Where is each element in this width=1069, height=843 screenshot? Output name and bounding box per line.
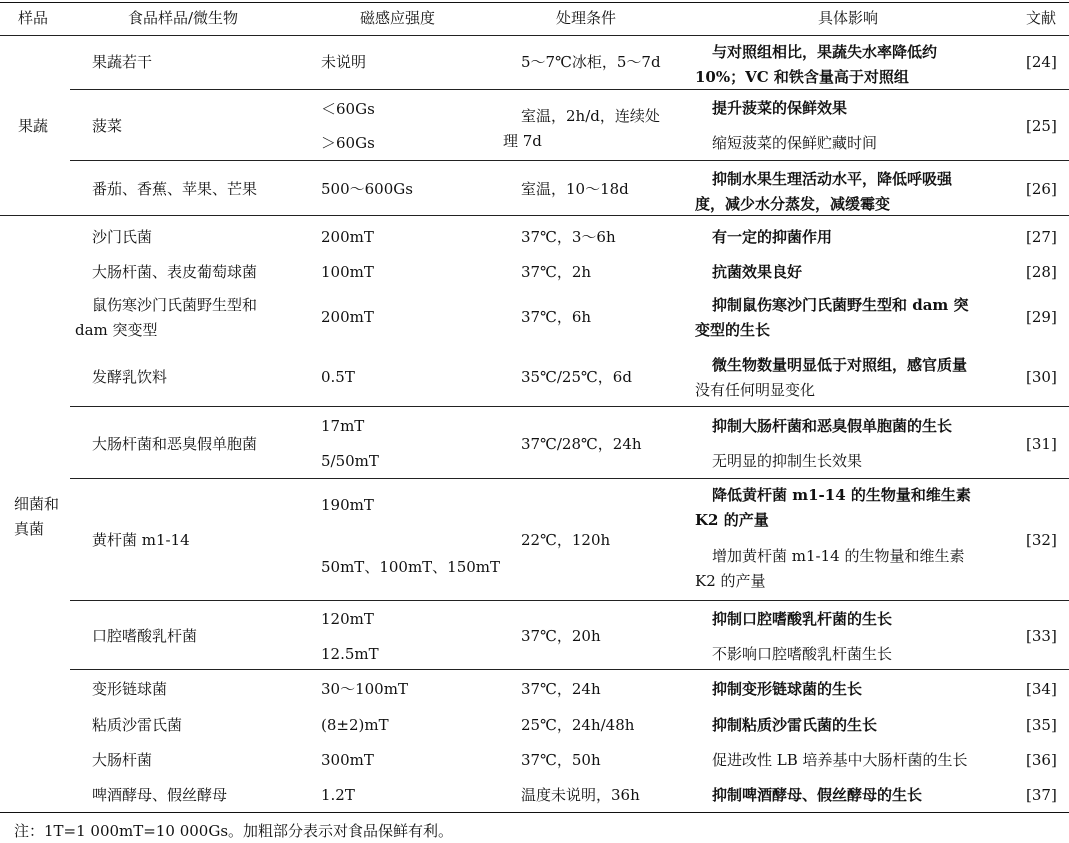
table-cell: 缩短菠菜的保鲜贮藏时间 bbox=[712, 134, 878, 152]
table-cell: 37℃，2h bbox=[521, 263, 592, 281]
table-cell: 37℃，20h bbox=[521, 627, 601, 645]
table-cell-bold: 抑制鼠伤寒沙门氏菌野生型和 dam 突 bbox=[712, 296, 969, 314]
table-cell-bold: 抗菌效果良好 bbox=[712, 263, 803, 281]
table-cell: 5/50mT bbox=[321, 452, 379, 470]
table-cell-ref: [37] bbox=[1026, 786, 1057, 804]
table-cell: 啤酒酵母、假丝酵母 bbox=[92, 786, 228, 804]
table-cell: 发酵乳饮料 bbox=[92, 368, 168, 386]
table-cell: 没有任何明显变化 bbox=[695, 381, 816, 399]
row-rule bbox=[70, 89, 1069, 90]
top-rule bbox=[0, 2, 1069, 3]
table-cell-ref: [30] bbox=[1026, 368, 1057, 386]
table-cell: 25℃，24h/48h bbox=[521, 716, 635, 734]
header-rule bbox=[0, 35, 1069, 36]
table-cell-bold: 提升菠菜的保鲜效果 bbox=[712, 99, 848, 117]
table-cell: ＞60Gs bbox=[321, 134, 375, 152]
table-cell: 温度未说明，36h bbox=[521, 786, 640, 804]
header-effect: 具体影响 bbox=[818, 9, 879, 27]
row-rule bbox=[70, 160, 1069, 161]
row-rule bbox=[70, 406, 1069, 407]
table-cell-bold: 抑制口腔嗜酸乳杆菌的生长 bbox=[712, 610, 893, 628]
row-rule bbox=[70, 600, 1069, 601]
table-cell-bold: 10%；VC 和铁含量高于对照组 bbox=[695, 68, 909, 86]
table-cell: 190mT bbox=[321, 496, 374, 514]
table-cell-ref: [35] bbox=[1026, 716, 1057, 734]
header-food: 食品样品/微生物 bbox=[128, 9, 239, 27]
table-cell-bold: 降低黄杆菌 m1-14 的生物量和维生素 bbox=[712, 486, 971, 504]
table-cell: 促进改性 LB 培养基中大肠杆菌的生长 bbox=[712, 751, 968, 769]
group-label-bacteria-2: 真菌 bbox=[14, 520, 45, 538]
table-cell: 37℃，3～6h bbox=[521, 228, 616, 246]
table-cell: 35℃/25℃，6d bbox=[521, 368, 632, 386]
table-cell: K2 的产量 bbox=[695, 572, 766, 590]
group-label-fruit: 果蔬 bbox=[18, 117, 49, 135]
table-cell-ref: [31] bbox=[1026, 435, 1057, 453]
table-cell: 变形链球菌 bbox=[92, 680, 168, 698]
table-cell: 菠菜 bbox=[92, 117, 123, 135]
table-cell-ref: [36] bbox=[1026, 751, 1057, 769]
table-cell: 30～100mT bbox=[321, 680, 408, 698]
table-cell: 200mT bbox=[321, 228, 374, 246]
table-note: 注：1T=1 000mT=10 000Gs。加粗部分表示对食品保鲜有利。 bbox=[14, 822, 454, 840]
table-cell: 37℃，6h bbox=[521, 308, 592, 326]
group-rule bbox=[0, 215, 1069, 216]
table-cell-ref: [33] bbox=[1026, 627, 1057, 645]
table-cell-ref: [27] bbox=[1026, 228, 1057, 246]
table-cell: 37℃，50h bbox=[521, 751, 601, 769]
table-cell-bold: 变型的生长 bbox=[695, 321, 771, 339]
row-rule bbox=[70, 478, 1069, 479]
table-cell-ref: [25] bbox=[1026, 117, 1057, 135]
row-rule bbox=[70, 669, 1069, 670]
table-cell: 不影响口腔嗜酸乳杆菌生长 bbox=[712, 645, 893, 663]
header-condition: 处理条件 bbox=[556, 9, 617, 27]
table-cell-bold: 与对照组相比，果蔬失水率降低约 bbox=[712, 43, 938, 61]
table-cell-bold: 微生物数量明显低于对照组，感官质量 bbox=[712, 356, 968, 374]
table-cell: 大肠杆菌、表皮葡萄球菌 bbox=[92, 263, 258, 281]
table-cell-ref: [26] bbox=[1026, 180, 1057, 198]
table-cell: 12.5mT bbox=[321, 645, 379, 663]
table-cell: 无明显的抑制生长效果 bbox=[712, 452, 863, 470]
table-cell: ＜60Gs bbox=[321, 100, 375, 118]
table-cell: 5～7℃冰柜，5～7d bbox=[521, 53, 661, 71]
table-cell: 增加黄杆菌 m1-14 的生物量和维生素 bbox=[712, 547, 965, 565]
table-cell: 室温，10～18d bbox=[521, 180, 629, 198]
table-cell-ref: [28] bbox=[1026, 263, 1057, 281]
table-cell-bold: 有一定的抑菌作用 bbox=[712, 228, 833, 246]
table-cell-bold: 度，减少水分蒸发，减缓霉变 bbox=[695, 195, 891, 213]
table-cell: 37℃/28℃，24h bbox=[521, 435, 642, 453]
table-cell-ref: [29] bbox=[1026, 308, 1057, 326]
table-cell: 37℃，24h bbox=[521, 680, 601, 698]
table-cell: 大肠杆菌和恶臭假单胞菌 bbox=[92, 435, 258, 453]
header-sample: 样品 bbox=[18, 9, 49, 27]
table-cell: 50mT、100mT、150mT bbox=[321, 558, 501, 576]
table-cell: 100mT bbox=[321, 263, 374, 281]
bottom-rule bbox=[0, 812, 1069, 813]
table-cell-bold: 抑制粘质沙雷氏菌的生长 bbox=[712, 716, 878, 734]
table-cell: 0.5T bbox=[321, 368, 355, 386]
table-cell: 口腔嗜酸乳杆菌 bbox=[92, 627, 198, 645]
table-cell-ref: [34] bbox=[1026, 680, 1057, 698]
table-cell-bold: 抑制水果生理活动水平，降低呼吸强 bbox=[712, 170, 953, 188]
table-cell: 大肠杆菌 bbox=[92, 751, 153, 769]
table-cell: 番茄、香蕉、苹果、芒果 bbox=[92, 180, 258, 198]
table-cell-bold: 抑制变形链球菌的生长 bbox=[712, 680, 863, 698]
header-ref: 文献 bbox=[1026, 9, 1057, 27]
table-cell-bold: 抑制大肠杆菌和恶臭假单胞菌的生长 bbox=[712, 417, 953, 435]
table-cell: 22℃，120h bbox=[521, 531, 611, 549]
table-cell: 鼠伤寒沙门氏菌野生型和 bbox=[92, 296, 258, 314]
group-label-bacteria-1: 细菌和 bbox=[14, 495, 60, 513]
table-cell: 200mT bbox=[321, 308, 374, 326]
table-cell: 1.2T bbox=[321, 786, 355, 804]
table-cell-ref: [32] bbox=[1026, 531, 1057, 549]
table-cell: 120mT bbox=[321, 610, 374, 628]
table-cell: 粘质沙雷氏菌 bbox=[92, 716, 183, 734]
table-cell: 室温，2h/d，连续处 bbox=[521, 107, 660, 125]
table-cell-ref: [24] bbox=[1026, 53, 1057, 71]
table-cell: 未说明 bbox=[321, 53, 367, 71]
table-cell: 500～600Gs bbox=[321, 180, 413, 198]
table-cell: 黄杆菌 m1-14 bbox=[92, 531, 190, 549]
table-cell-bold: 抑制啤酒酵母、假丝酵母的生长 bbox=[712, 786, 923, 804]
table-cell: 17mT bbox=[321, 417, 365, 435]
table-cell: (8±2)mT bbox=[321, 716, 389, 734]
table-cell: 沙门氏菌 bbox=[92, 228, 153, 246]
table-cell: 300mT bbox=[321, 751, 374, 769]
table-cell: 果蔬若干 bbox=[92, 53, 153, 71]
table-cell: dam 突变型 bbox=[75, 321, 158, 339]
table-cell: 理 7d bbox=[503, 132, 542, 150]
header-field: 磁感应强度 bbox=[360, 9, 436, 27]
table-cell-bold: K2 的产量 bbox=[695, 511, 769, 529]
